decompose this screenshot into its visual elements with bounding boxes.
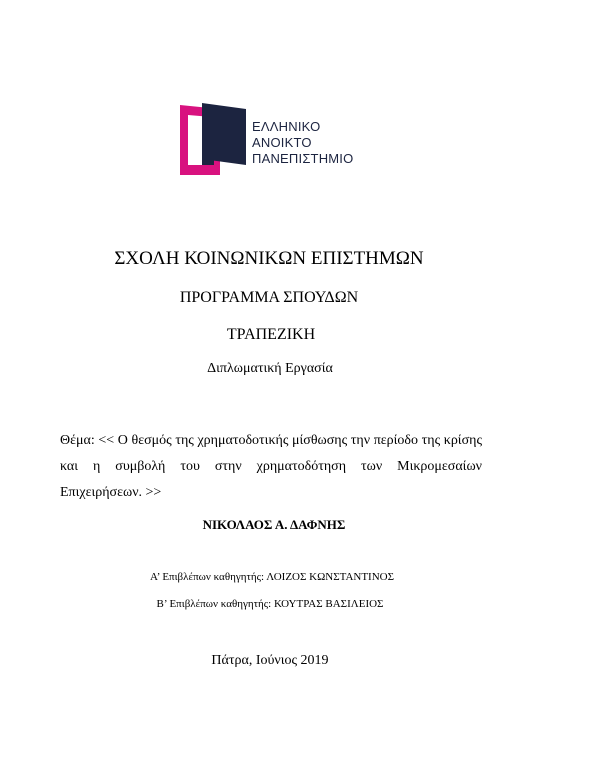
- logo-line-1: ΕΛΛΗΝΙΚΟ: [252, 119, 321, 134]
- logo-wordmark: [252, 119, 353, 167]
- book-door-icon: [180, 103, 250, 175]
- place-date: Πάτρα, Ιούνιος 2019: [211, 653, 329, 668]
- author-name: ΝΙΚΟΛΑΟΣ Α. ΔΑΦΝΗΣ: [202, 517, 346, 532]
- school-title: ΣΧΟΛΗ ΚΟΙΝΩΝΙΚΩΝ ΕΠΙΣΤΗΜΩΝ: [114, 248, 424, 269]
- program-title: ΠΡΟΓΡΑΜΜΑ ΣΠΟΥΔΩΝ: [179, 289, 359, 306]
- supervisor-b: Β’ Επιβλέπων καθηγητής: ΚΟΥΤΡΑΣ ΒΑΣΙΛΕΙΟΣ: [156, 598, 384, 610]
- university-logo: [180, 103, 370, 175]
- logo-line-3: ΠΑΝΕΠΙΣΤΗΜΙΟ: [252, 151, 354, 166]
- supervisor-a: Α’ Επιβλέπων καθηγητής: ΛΟΙΖΟΣ ΚΩΝΣΤΑΝΤΙΝΟΣ: [149, 571, 394, 583]
- thesis-type: Διπλωματική Εργασία: [207, 361, 333, 376]
- thesis-subject: Θέμα: << Ο θεσμός της χρηματοδοτικής μίσθωσης την περίοδο της κρίσης και η συμβολή του στην χρηματοδότηση των Μικρομεσαίων Επιχειρήσεων. >>: [60, 433, 482, 500]
- field-title: ΤΡΑΠΕΖΙΚΗ: [226, 326, 316, 343]
- logo-line-2: ΑΝΟΙΚΤΟ: [252, 135, 312, 150]
